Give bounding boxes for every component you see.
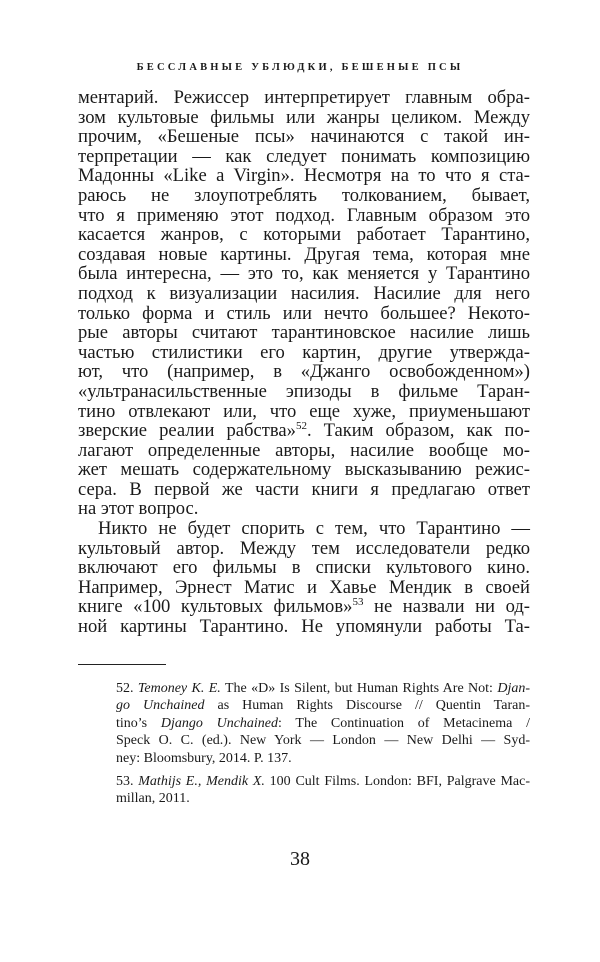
text-line	[116, 715, 530, 732]
text-line: сера. В первой же части книги я предлагаю ответ	[78, 478, 530, 500]
footnote-author: Mathijs E., Mendik X.	[138, 774, 265, 790]
text-line: зом культовые фильмы или жанры целиком. Между	[78, 106, 530, 128]
text-line: Speck O. C. (ed.). New York — London — New Delhi — Syd-	[116, 733, 530, 749]
footnote-separator	[78, 664, 166, 665]
text-line: тино отвлекают или, что еще хуже, приуменьшают	[78, 400, 530, 422]
text-fragment: зверские реалии рабства»	[78, 420, 296, 442]
text-fragment: go Unchained	[116, 698, 205, 714]
text-fragment: Django Unchained	[160, 715, 279, 731]
text-fragment: . Таким образом, как по-	[306, 420, 530, 442]
text-fragment: Djan-	[497, 681, 530, 696]
text-fragment: 100 Cult Films. London: BFI, Palgrave Mac-	[264, 774, 531, 790]
body-text	[78, 88, 530, 637]
text-line: частью стилистики его картин, другие утвержда-	[78, 341, 530, 363]
text-line: касается жанров, с которыми работает Тарантино,	[78, 224, 530, 246]
text-line	[116, 697, 530, 714]
text-line: терпретации — как следует понимать композицию	[78, 145, 530, 167]
text-line: культовый автор. Между тем исследователи редко	[78, 537, 530, 559]
text-line: включают его фильмы в списки культового кино.	[78, 557, 530, 579]
text-line	[116, 680, 530, 697]
footnote-author: Temoney K. E.	[137, 681, 221, 696]
text-line: лагают определенные авторы, насилие вообще мо-	[78, 439, 530, 461]
paragraph-2	[78, 519, 530, 637]
text-line: что я применяю этот подход. Главным образом это	[78, 204, 530, 226]
text-line	[78, 597, 530, 617]
footnote-ref-53[interactable]: 53	[352, 596, 364, 609]
text-line	[116, 773, 530, 790]
footnote-53	[78, 773, 530, 808]
text-line: Никто не будет спорить с тем, что Тарантино —	[98, 518, 530, 540]
text-line: Мадонны «Like a Virgin». Несмотря на то что я ста-	[78, 165, 530, 187]
text-line: раюсь не злоупотреблять толкованием, бывает,	[78, 184, 530, 206]
text-line	[78, 421, 530, 441]
text-line: ментарий. Режиссер интерпретирует главным обра-	[78, 87, 530, 108]
footnotes	[78, 680, 530, 814]
footnote-52	[78, 680, 530, 767]
text-line: рые авторы считают тарантиновское насилие лишь	[78, 322, 530, 344]
text-line: жет мешать содержательному высказыванию режис-	[78, 459, 530, 481]
text-fragment: : The Continuation of Metacinema /	[278, 715, 530, 731]
text-line: подход к визуализации насилия. Насилие для него	[78, 282, 530, 304]
paragraph-1	[78, 88, 530, 519]
text-line: только форма и стиль или нечто большее? Некото-	[78, 302, 530, 324]
text-line: прочим, «Бешеные псы» начинаются с такой ин-	[78, 126, 530, 148]
text-line: ney: Bloomsbury, 2014. P. 137.	[116, 750, 292, 766]
text-fragment: книге «100 культовых фильмов»	[78, 596, 353, 618]
text-line: на этот вопрос.	[78, 498, 199, 520]
text-line: «ультранасильственные эпизоды в фильме Таран-	[78, 380, 530, 402]
text-line: millan, 2011.	[116, 791, 190, 807]
footnote-number: 52.	[116, 681, 134, 696]
text-fragment: не назвали ни од-	[363, 596, 530, 618]
running-header: БЕССЛАВНЫЕ УБЛЮДКИ, БЕШЕНЫЕ ПСЫ	[136, 62, 464, 73]
text-line: была интересна, — это то, как меняется у Тарантино	[78, 263, 530, 285]
text-fragment: as Human Rights Discourse // Quentin Taran-	[204, 698, 530, 714]
text-line: создавая новые картины. Другая тема, которая мне	[78, 243, 530, 265]
text-line: ной картины Тарантино. Не упомянули работы Та-	[78, 616, 530, 638]
text-fragment: The «D» Is Silent, but Human Rights Are Not:	[220, 681, 498, 696]
footnote-ref-52[interactable]: 52	[295, 419, 307, 432]
footnote-number: 53.	[116, 774, 134, 790]
text-fragment: tino’s	[116, 715, 161, 731]
text-line: ют, что (например, в «Джанго освобожденном»)	[78, 361, 530, 383]
text-line: Например, Эрнест Матис и Хавье Мендик в своей	[78, 576, 530, 598]
page-number: 38	[290, 848, 310, 870]
